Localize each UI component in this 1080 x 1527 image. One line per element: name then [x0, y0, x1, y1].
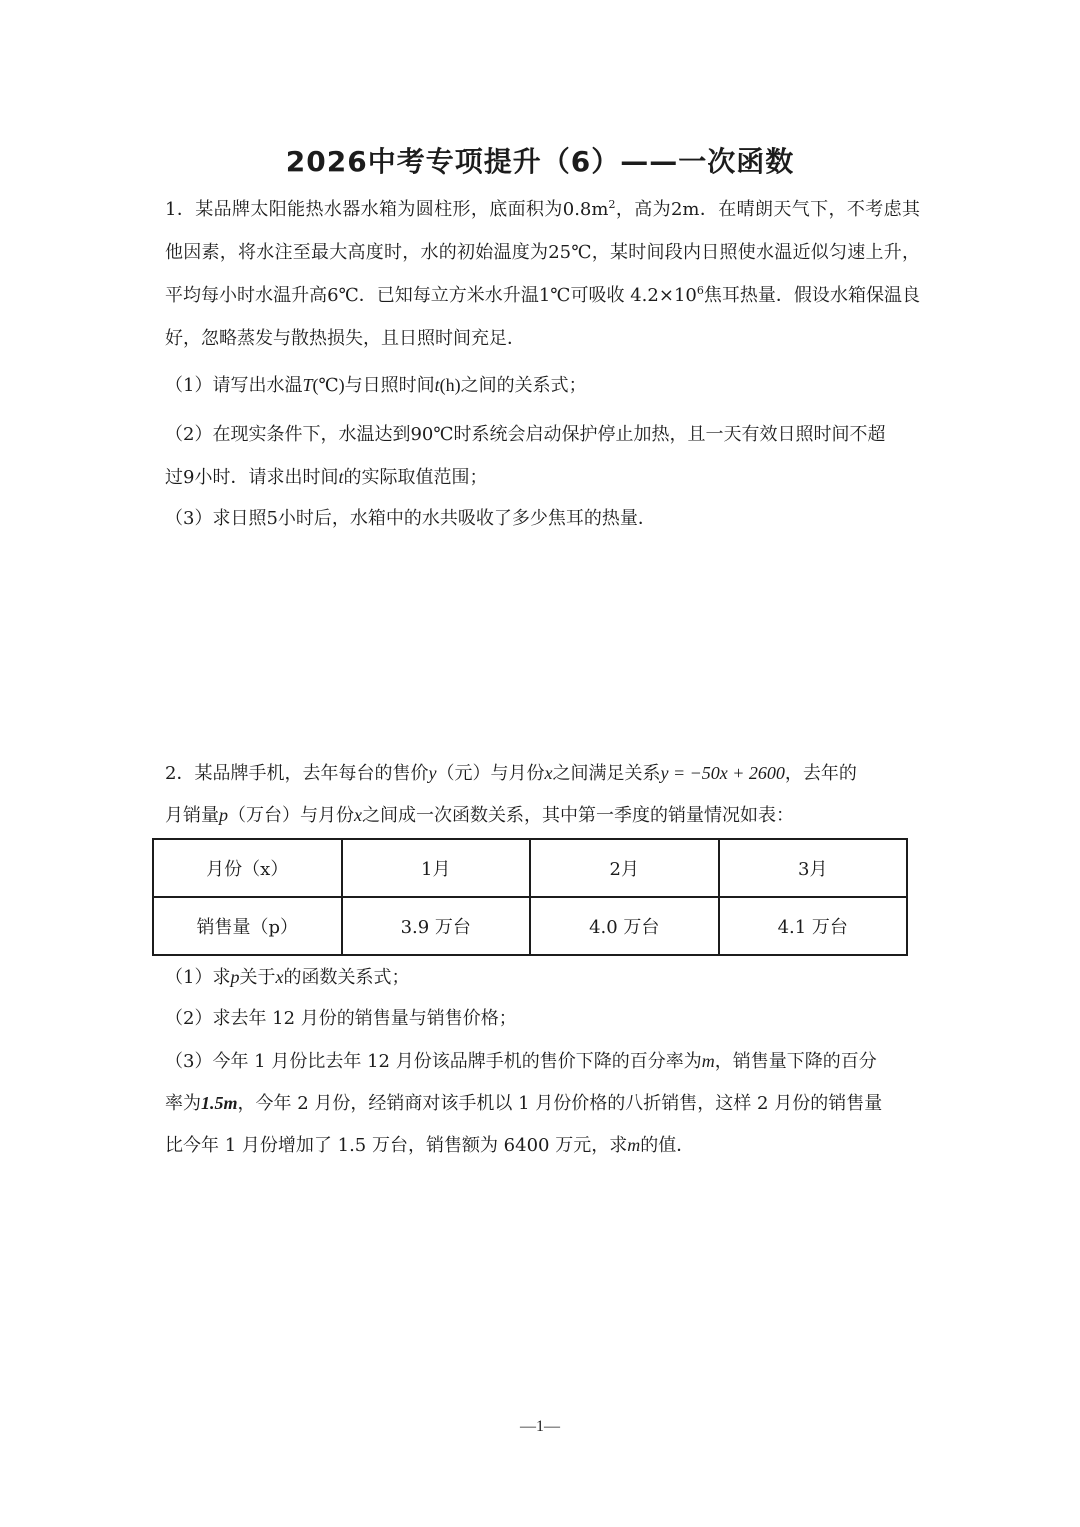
sales-table — [152, 838, 908, 956]
question-2-part-2: （2）求去年 12 月份的销售量与销售价格； — [165, 1008, 517, 1029]
question-2-part-3-line-2: 率为1.5m，今年 2 月份，经销商对该手机以 1 月份价格的八折销售，这样 2 月份的销售量 — [165, 1093, 883, 1114]
question-1-intro: 1．某品牌太阳能热水器水箱为圆柱形，底面积为$0.8m^2$，高为2m．在晴朗天气下，不考虑其他因素，将水注至最大高度时，水的初始温度为25℃，某时间段内日照使水温近似匀速上升，平均每小时水温升高6℃．已知每立方米水升温1℃可吸收 $4.2\times 10^6$焦耳热量．假设水箱保温良好，忽略蒸发与散热损失，且日照时间充足． — [165, 198, 920, 349]
question-1-part-2-line-2: 过9小时．请求出时间t的实际取值范围； — [165, 467, 488, 488]
question-2-part-1: （1）求p关于x的函数关系式； — [165, 967, 410, 988]
table-cell: 销售量（p） — [153, 897, 342, 955]
question-1-part-2-line-1: （2）在现实条件下，水温达到90℃时系统会启动保护停止加热，且一天有效日照时间不超 — [165, 424, 886, 445]
table-cell: 2月 — [530, 839, 719, 897]
table-cell: 4.1 万台 — [719, 897, 908, 955]
question-1-part-3: （3）求日照5小时后，水箱中的水共吸收了多少焦耳的热量． — [165, 508, 656, 529]
question-2-part-3-line-1: （3）今年 1 月份比去年 12 月份该品牌手机的售价下降的百分率为m，销售量下降的百分 — [165, 1051, 877, 1072]
table-cell: 月份（x） — [153, 839, 342, 897]
page-number: —1— — [520, 1418, 560, 1435]
question-1-part-1: （1）请写出水温T(℃)与日照时间t(h)之间的关系式； — [165, 375, 587, 396]
table-cell: 3.9 万台 — [342, 897, 531, 955]
question-2-line-2: 月销量p（万台）与月份x之间成一次函数关系，其中第一季度的销量情况如表： — [165, 805, 794, 826]
table-cell: 4.0 万台 — [530, 897, 719, 955]
table-cell: 3月 — [719, 839, 908, 897]
table-cell: 1月 — [342, 839, 531, 897]
question-2-part-3-line-3: 比今年 1 月份增加了 1.5 万台，销售额为 6400 万元，求m的值． — [165, 1135, 695, 1156]
page-title: 2026中考专项提升（6）——一次函数 — [285, 145, 795, 178]
table-row — [153, 897, 907, 955]
table-row — [153, 839, 907, 897]
question-2-line-1: 2．某品牌手机，去年每台的售价y（元）与月份x之间满足关系y = −50x + 2600，去年的 — [165, 763, 857, 784]
